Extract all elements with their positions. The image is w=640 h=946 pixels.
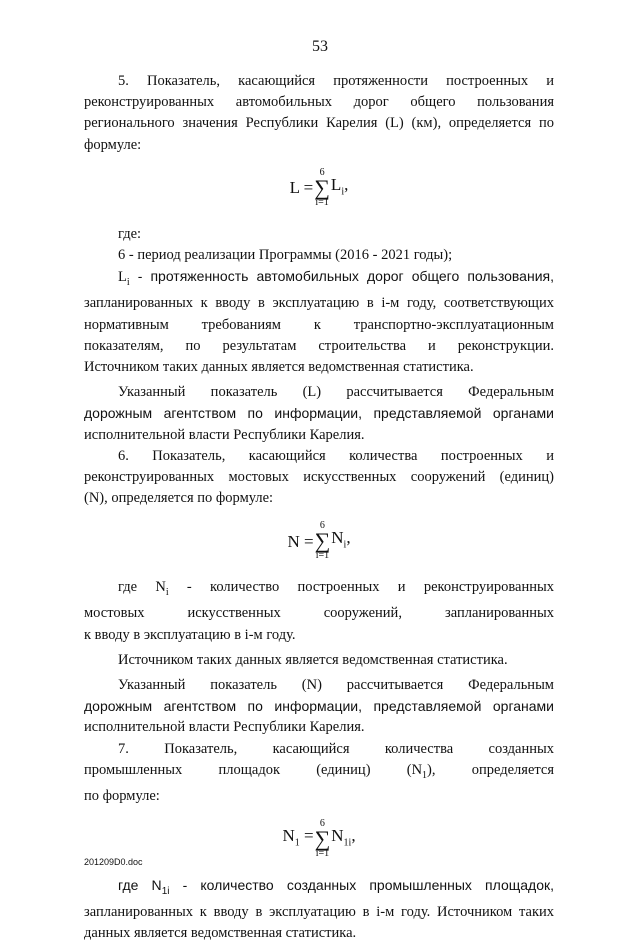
para5-line2: реконструированных автомобильных дорог общего пользования	[84, 94, 554, 111]
para7-line2-sub: 1	[422, 769, 428, 781]
calc-L-line2: дорожным агентством по информации, представляемой органами	[84, 405, 554, 422]
n1i-definition-line3: данных является ведомственная статистика.	[84, 925, 357, 942]
ni-prefix: где N	[118, 579, 166, 596]
n1i-symbol-sub: 1i	[161, 885, 170, 897]
li-definition-text: - протяженность автомобильных дорог общего пользования,	[129, 268, 554, 285]
li-symbol-sub: i	[126, 277, 130, 289]
formula-N1-lower: i=1	[315, 848, 330, 860]
source-N: Источником таких данных является ведомственная статистика.	[118, 651, 508, 668]
ni-definition-line3: к вводу в эксплуатацию в i-м году.	[84, 626, 296, 643]
formula-L-lower: i=1	[315, 196, 329, 208]
formula-L-upper: 6	[319, 166, 325, 178]
formula-N1-term	[331, 826, 355, 853]
li-symbol: L	[118, 269, 127, 286]
li-definition-line4: показателям, по результатам строительства и реконструкции.	[84, 337, 554, 354]
para7-line2-b: ), определяется	[427, 761, 554, 778]
para7-line2	[84, 761, 554, 785]
formula-N-upper: 6	[319, 520, 325, 532]
page-number: 53	[312, 38, 328, 55]
formula-N-lhs: N =	[287, 531, 314, 551]
formula-N1-term-sub: 1i	[343, 837, 352, 849]
formula-N-tail: ,	[346, 528, 351, 548]
formula-L	[84, 165, 554, 211]
sigma-symbol: ∑	[314, 826, 331, 852]
calc-N-line3: исполнительной власти Республики Карелия.	[84, 719, 365, 736]
ni-definition-line1	[84, 578, 554, 602]
where-label: где:	[118, 225, 142, 242]
calc-N-line2: дорожным агентством по информации, представляемой органами	[84, 698, 554, 715]
formula-L-lhs: L =	[289, 178, 314, 198]
formula-L-term	[331, 175, 348, 202]
formula-N1-eq: =	[299, 825, 314, 845]
para5-line3: регионального значения Республики Карелия (L) (км), определяется по	[84, 115, 554, 132]
formula-N1-upper: 6	[319, 818, 325, 830]
li-definition-line1	[84, 267, 554, 292]
sigma-symbol: ∑	[314, 528, 331, 554]
n1i-definition-line1	[84, 876, 554, 901]
para6-line1: 6. Показатель, касающийся количества построенных и	[118, 447, 554, 464]
formula-L-tail: ,	[344, 174, 349, 194]
formula-L-term-sub: i	[341, 185, 345, 197]
ni-definition-text: - количество построенных и реконструированных	[168, 579, 554, 596]
n1i-definition-text: - количество созданных промышленных площадок,	[169, 877, 554, 894]
formula-N-lower: i=1	[315, 550, 330, 562]
formula-N1-sum	[315, 819, 331, 859]
formula-L-sum	[314, 168, 330, 208]
formula-N-term-symbol: N	[331, 528, 344, 548]
formula-N1	[84, 816, 554, 862]
calc-N-line1: Указанный показатель (N) рассчитывается Федеральным	[118, 677, 554, 694]
para6-line3: (N), определяется по формуле:	[84, 490, 274, 507]
formula-N1-term-symbol: N	[331, 825, 344, 845]
document-body	[84, 72, 554, 946]
formula-N1-lhs-sub: 1	[294, 837, 300, 849]
para5-line1: 5. Показатель, касающийся протяженности построенных и	[118, 73, 554, 89]
sigma-symbol: ∑	[314, 174, 330, 200]
footer-filename: 201209D0.doc	[84, 857, 143, 867]
formula-N1-lhs	[282, 826, 313, 853]
calc-L-line3: исполнительной власти Республики Карелия.	[84, 426, 365, 443]
formula-L-term-symbol: L	[330, 174, 342, 194]
para7-line1: 7. Показатель, касающийся количества созданных	[118, 740, 554, 757]
formula-N1-tail: ,	[351, 825, 356, 845]
formula-N-term-sub: i	[343, 539, 347, 551]
formula-N1-lhs-symbol: N	[282, 825, 295, 845]
li-definition-line3: нормативным требованиям к транспортно-эксплуатационным	[84, 316, 554, 333]
ni-symbol-sub: i	[165, 587, 169, 599]
formula-N-sum	[315, 521, 331, 561]
n1i-prefix: где N	[118, 877, 162, 894]
calc-L-line1: Указанный показатель (L) рассчитывается Федеральным	[118, 384, 554, 401]
period-line: 6 - период реализации Программы (2016 - 2021 годы);	[118, 247, 453, 264]
ni-definition-line2: мостовых искусственных сооружений, запланированных	[84, 605, 554, 622]
para7-line3: по формуле:	[84, 787, 160, 804]
para5-line4: формуле:	[84, 136, 142, 153]
li-definition-line5: Источником таких данных является ведомственная статистика.	[84, 358, 474, 375]
formula-N	[84, 518, 554, 564]
li-definition-line2: запланированных к вводу в эксплуатацию в i-м году, соответствующих	[84, 295, 554, 312]
para6-line2: реконструированных мостовых искусственных сооружений (единиц)	[84, 468, 554, 485]
n1i-definition-line2: запланированных к вводу в эксплуатацию в i-м году. Источником таких	[84, 904, 554, 921]
formula-N-term	[331, 528, 350, 555]
para7-line2-a: промышленных площадок (единиц) (N	[84, 761, 423, 778]
